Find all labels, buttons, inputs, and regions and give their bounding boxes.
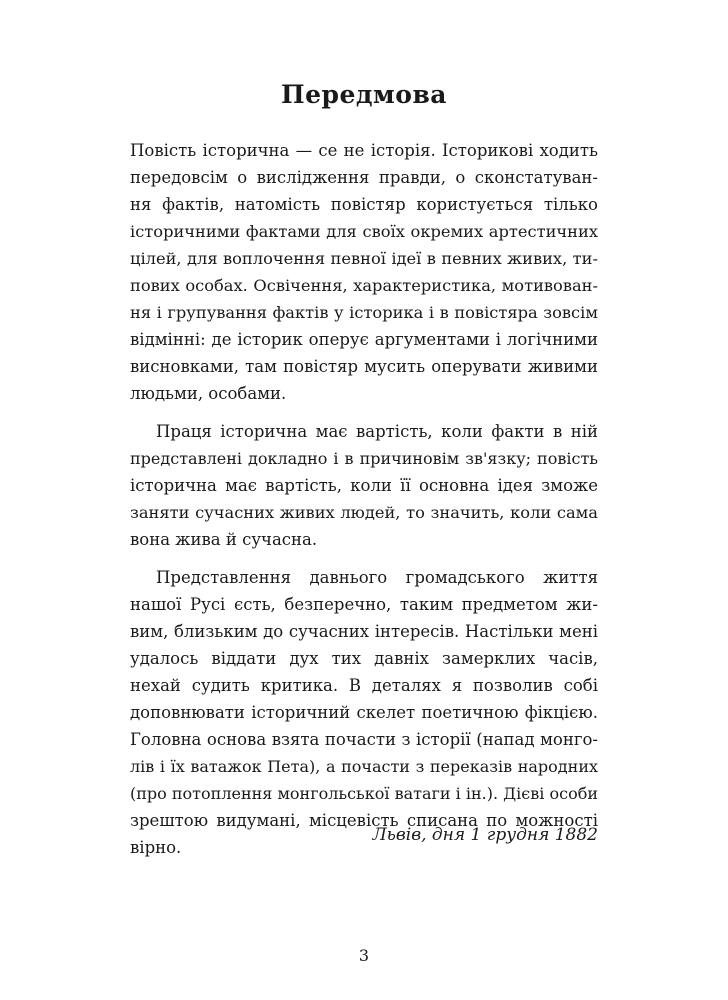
body-text	[130, 137, 598, 861]
page-number: 3	[358, 946, 370, 965]
text-line: удалось віддати дух тих давніх замерклих часів,	[130, 649, 598, 668]
text-line: заняти сучасних живих людей, то значить, коли сама	[130, 503, 598, 522]
text-line: цілей, для воплочення певної ідеї в певних живих, ти-	[130, 249, 598, 268]
paragraph-3	[130, 564, 598, 861]
text-line: висновками, там повістяр мусить оперувати живими	[130, 357, 598, 376]
signature-date: Львів, дня 1 грудня 1882	[372, 825, 598, 845]
paragraph-gap	[130, 407, 598, 418]
text-line: вона жива й сучасна.	[130, 530, 318, 549]
text-line: Головна основа взята почасти з історії (напад монго-	[130, 730, 598, 749]
book-page	[130, 0, 598, 1000]
text-line: вірно.	[130, 838, 182, 857]
text-line: ня і групування фактів у історика і в повістяра зовсім	[130, 303, 598, 322]
text-line: передовсім о вислідження правди, о сконстатуван-	[130, 168, 598, 187]
text-line: представлені докладно і в причиновім зв'язку; повість	[130, 449, 598, 468]
page-title: Передмова	[280, 80, 448, 109]
text-line: вим, близьким до сучасних інтересів. Настільки мені	[130, 622, 598, 641]
text-line: (про потоплення монгольської ватаги і ін.). Дієві особи	[130, 784, 598, 803]
text-line: людьми, особами.	[130, 384, 287, 403]
text-line: зрештою видумані, місцевість списана по можності	[130, 811, 598, 830]
text-line: Праця історична має вартість, коли факти в ній	[156, 422, 598, 441]
paragraph-gap	[130, 553, 598, 564]
text-line: пових особах. Освічення, характеристика, мотивован-	[130, 276, 598, 295]
text-line: лів і їх ватажок Пета), а почасти з переказів народних	[130, 757, 598, 776]
paragraph-1	[130, 137, 598, 407]
text-line: історична має вартість, коли її основна ідея зможе	[130, 476, 598, 495]
text-line: Представлення давнього громадського життя	[156, 568, 598, 587]
text-line: ня фактів, натомість повістяр користується тілько	[130, 195, 598, 214]
text-line: нашої Русі єсть, безперечно, таким предметом жи-	[130, 595, 598, 614]
text-line: Повість історична — се не історія. Історикові ходить	[130, 141, 598, 160]
paragraph-2	[130, 418, 598, 553]
text-line: історичними фактами для своїх окремих артестичних	[130, 222, 598, 241]
text-line: доповнювати історичний скелет поетичною фікцією.	[130, 703, 598, 722]
text-line: нехай судить критика. В деталях я позволив собі	[130, 676, 598, 695]
text-line: відмінні: де історик оперує аргументами і логічними	[130, 330, 598, 349]
